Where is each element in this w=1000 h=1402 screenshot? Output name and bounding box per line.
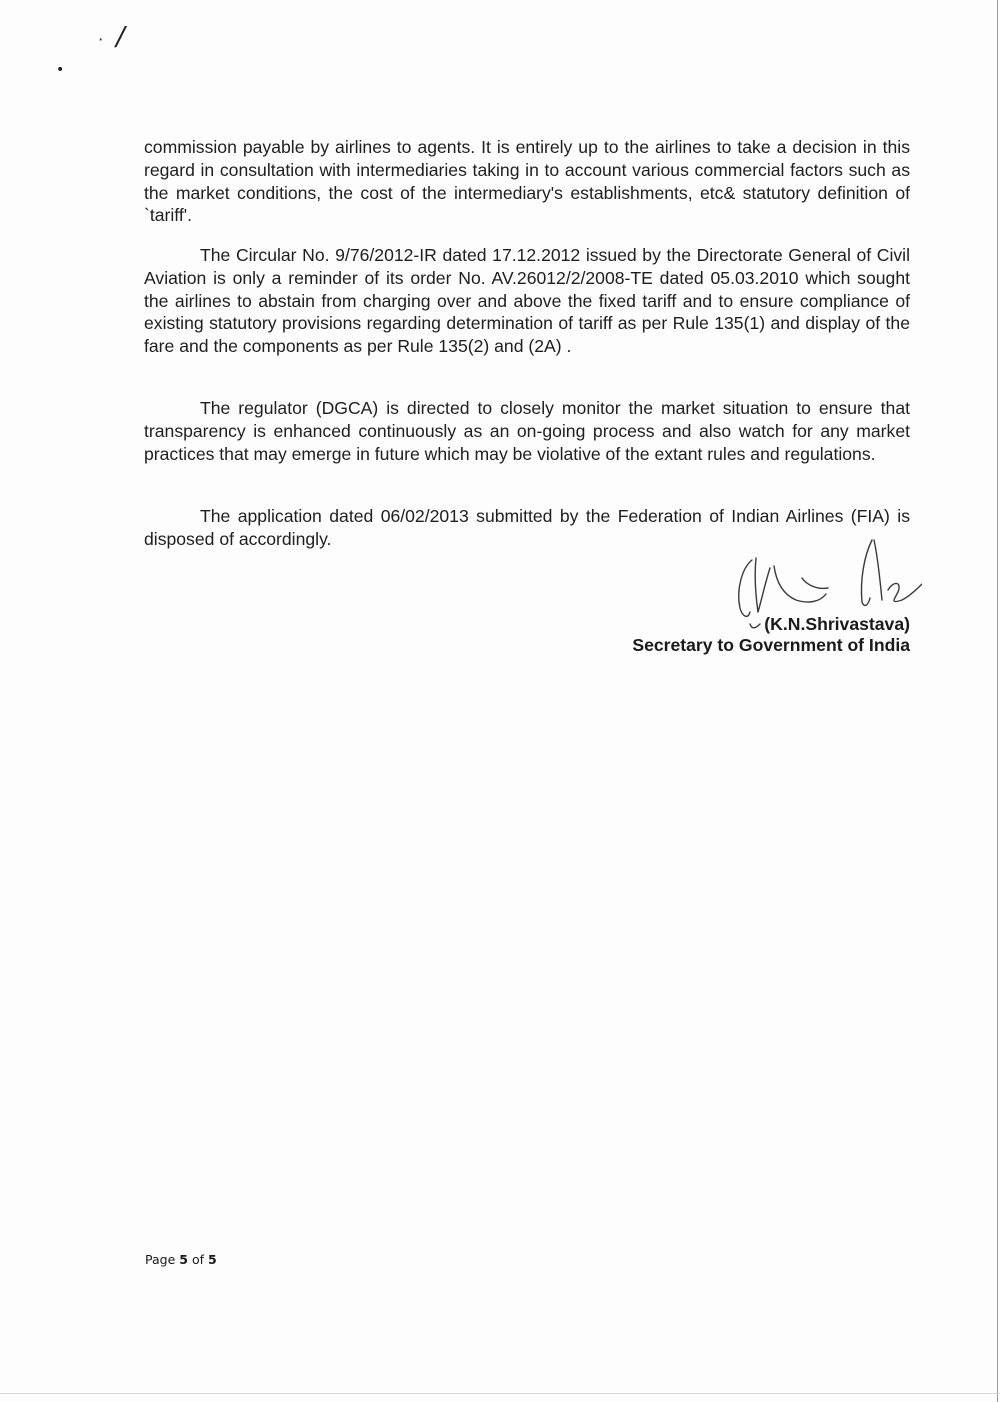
scan-mark-stroke: / <box>116 22 125 52</box>
paragraph-1-text: commission payable by airlines to agents. It is entirely up to the airlines to take a decision in this regard in consultation with intermediaries taking in to account various commercial factors such as the market conditions, the cost of the intermediary's establishments, etc& statutory definition of `tariff'. <box>144 137 910 226</box>
page-prefix: Page <box>145 1252 176 1267</box>
signatory-title: Secretary to Government of India <box>632 635 910 655</box>
paragraph-1 <box>144 136 910 227</box>
page-current: 5 <box>179 1252 188 1267</box>
scan-edge-right <box>997 0 998 1402</box>
scan-mark-slash: ⋅ <box>98 30 104 49</box>
page-number <box>145 1252 217 1267</box>
page-total: 5 <box>207 1252 217 1267</box>
paragraph-4-text: The application dated 06/02/2013 submitted by the Federation of Indian Airlines (FIA) is disposed of accordingly. <box>144 506 910 549</box>
signatory-name: (K.N.Shrivastava) <box>764 614 910 634</box>
page-of: of <box>191 1252 204 1267</box>
paragraph-3 <box>144 397 910 465</box>
scan-edge-bottom <box>0 1393 1000 1394</box>
paragraph-2-text: The Circular No. 9/76/2012-IR dated 17.12.2012 issued by the Directorate General of Civil Aviation is only a reminder of its order No. AV.26012/2/2008-TE dated 05.03.2010 which sought the airlines to abstain from charging over and above the fixed tariff and to ensure compliance of existing statutory provisions regarding determination of tariff as per Rule 135(1) and display of the fare and the components as per Rule 135(2) and (2A) . <box>144 245 910 357</box>
scan-mark-dot: • <box>56 62 65 78</box>
paragraph-2 <box>144 244 910 358</box>
paragraph-3-text: The regulator (DGCA) is directed to closely monitor the market situation to ensure that transparency is enhanced continuously as an on-going process and also watch for any market practices that may emerge in future which may be violative of the extant rules and regulations. <box>144 398 910 464</box>
